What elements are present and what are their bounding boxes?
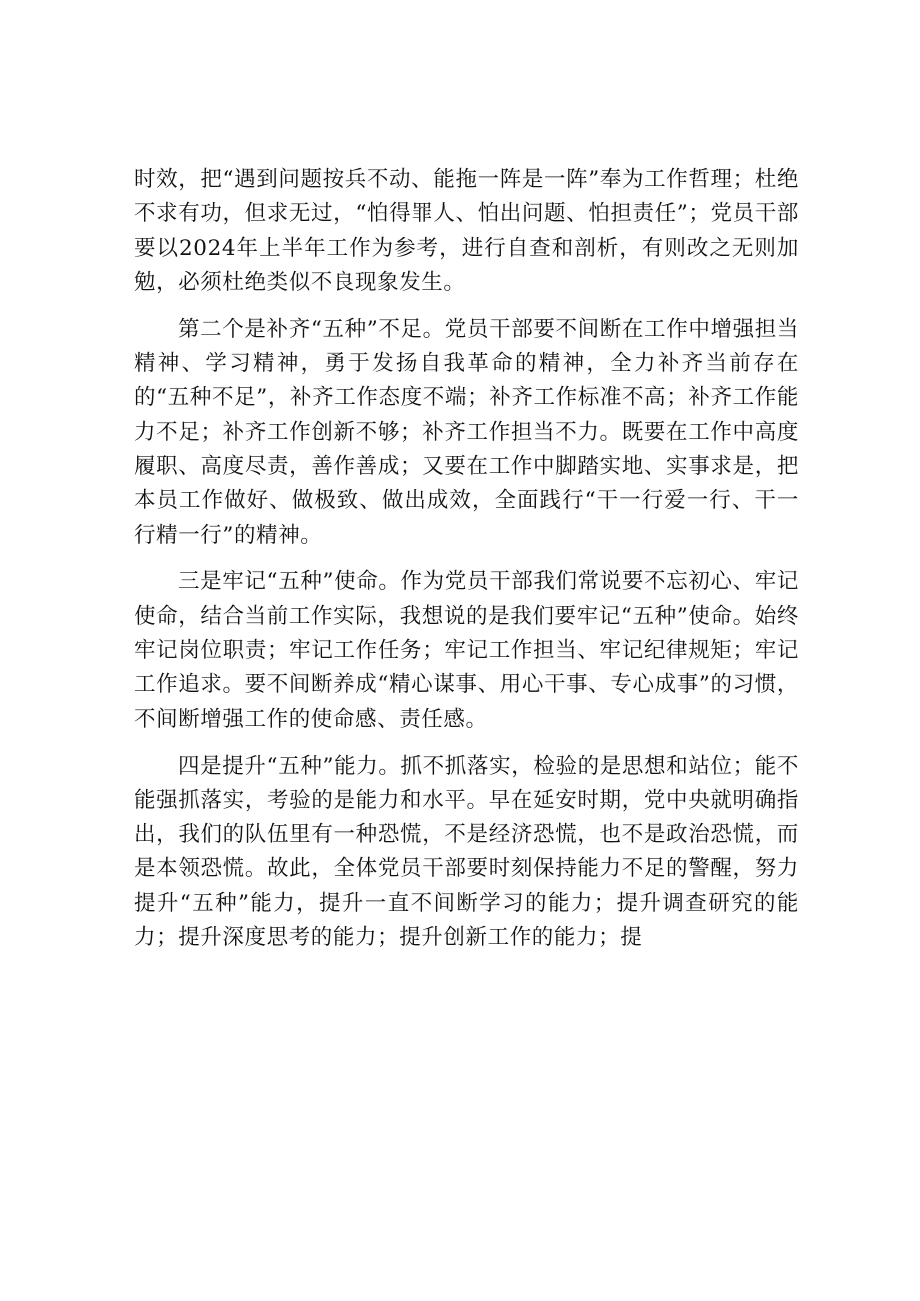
document-body <box>134 163 799 968</box>
paragraph-continuation: 时效，把“遇到问题按兵不动、能拖一阵是一阵”奉为工作哲理；杜绝不求有功，但求无过，“怕得罪人、怕出问题、怕担责任”；党员干部要以2024年上半年工作为参考，进行自查和剖析，有则改之无则加勉，必须杜绝类似不良现象发生。 <box>134 167 799 295</box>
paragraph-second-point: 第二个是补齐“五种”不足。党员干部要不间断在工作中增强担当精神、学习精神，勇于发扬自我革命的精神，全力补齐当前存在的“五种不足”，补齐工作态度不端；补齐工作标准不高；补齐工作能力不足；补齐工作创新不够；补齐工作担当不力。既要在工作中高度履职、高度尽责，善作善成；又要在工作中脚踏实地、实事求是，把本员工作做好、做极致、做出成效，全面践行“干一行爱一行、干一行精一行”的精神。 <box>134 316 799 548</box>
paragraph-fourth-point: 四是提升“五种”能力。抓不抓落实，检验的是思想和站位；能不能强抓落实，考验的是能力和水平。早在延安时期，党中央就明确指出，我们的队伍里有一种恐慌，不是经济恐慌，也不是政治恐慌，而是本领恐慌。故此，全体党员干部要时刻保持能力不足的警醒，努力提升“五种”能力，提升一直不间断学习的能力；提升调查研究的能力；提升深度思考的能力；提升创新工作的能力；提 <box>134 753 799 951</box>
paragraph-third-point: 三是牢记“五种”使命。作为党员干部我们常说要不忘初心、牢记使命，结合当前工作实际，我想说的是我们要牢记“五种”使命。始终牢记岗位职责；牢记工作任务；牢记工作担当、牢记纪律规矩；牢记工作追求。要不间断养成“精心谋事、用心干事、专心成事”的习惯，不间断增强工作的使命感、责任感。 <box>134 569 799 732</box>
